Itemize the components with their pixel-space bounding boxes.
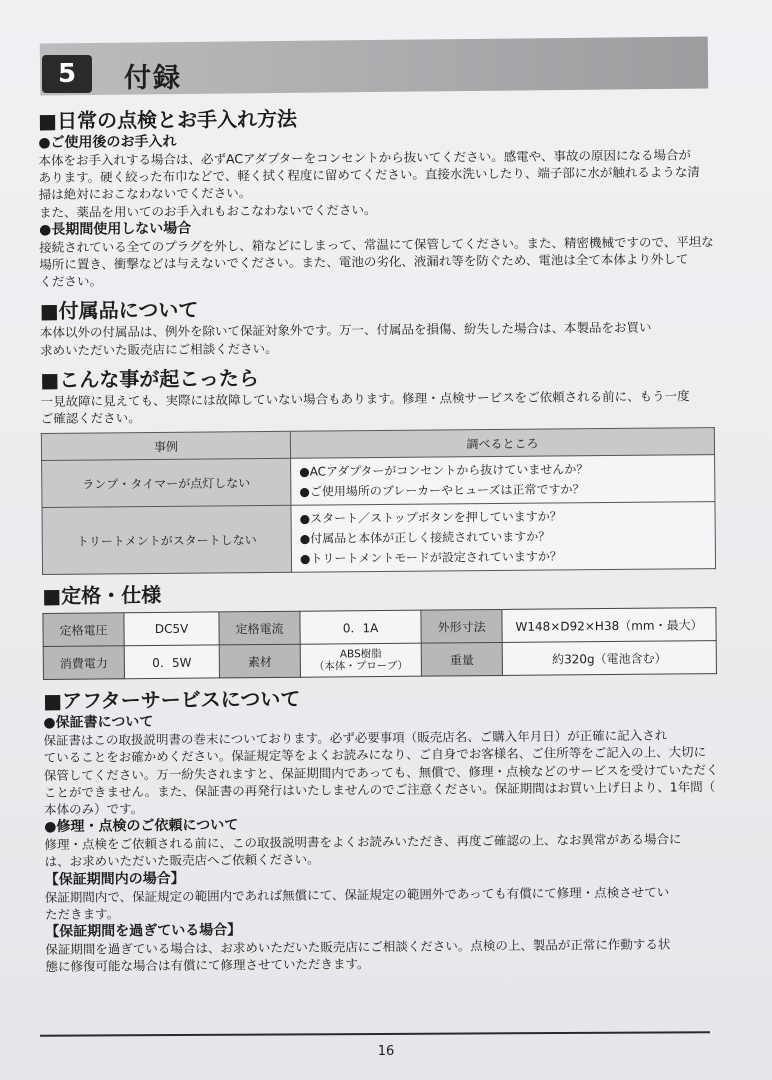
check-item: ●ご使用場所のブレーカーやヒューズは正常ですか？ [299, 482, 585, 499]
check-cell [291, 502, 716, 573]
after-use-line: 掃は絶対におこなわないでください。 [38, 185, 252, 203]
in-warranty-title: 【保証期間内の場合】 [44, 870, 185, 888]
spec-row [43, 641, 716, 680]
after-service-section-title: ■アフターサービスについて [43, 686, 301, 714]
accessories-line: 求めいただいた販売店にご相談ください。 [40, 340, 278, 358]
warranty-line: ていることをお確かめください。保証規定等をよくお読みになり、ご自身でお客様名、ご住所等をご記入の上、大切に [43, 744, 707, 766]
out-warranty-title: 【保証期間を過ぎている場合】 [45, 922, 242, 941]
repair-title: ●修理・点検のご依頼について [44, 817, 239, 836]
spec-value: 0．1A [300, 610, 421, 644]
material-value-detail: （本体・プローブ） [313, 660, 408, 673]
long-storage-line: ください。 [39, 273, 103, 290]
in-warranty-line: ただきます。 [44, 906, 120, 922]
header-check: 調べるところ [290, 428, 714, 459]
spec-value: W148×D92×H38（mm・最大） [502, 608, 716, 643]
after-use-title: ●ご使用後のお手入れ [38, 133, 177, 151]
chapter-title: 付録 [124, 63, 182, 94]
troubleshooting-line: ご確認ください。 [40, 410, 141, 427]
spec-label: 消費電力 [43, 646, 124, 680]
page-number: 16 [377, 1044, 395, 1059]
after-use-line: 本体をお手入れする場合は、必ずACアダプターをコンセントから抜いてください。感電や、事故の原因になる場合が [38, 147, 692, 168]
material-value: ABS樹脂 [339, 648, 382, 661]
warranty-line: 保管してください。万一紛失されますと、保証期間内であっても、無償で、修理・点検などのサービスを受けていただく [43, 761, 719, 783]
chapter-number-badge: 5 [42, 55, 92, 93]
troubleshooting-table [41, 427, 716, 575]
spec-value [300, 643, 421, 677]
check-item: ●トリートメントモードが設定されていますか？ [299, 549, 562, 566]
warranty-line: 保証書はこの取扱説明書の巻末についております。必ず必要事項（販売店名、ご購入年月日）が正確に記入され [43, 727, 668, 749]
maintenance-section-title: ■日常の点検とお手入れ方法 [38, 106, 298, 133]
spec-table [42, 607, 717, 680]
after-use-line: あります。硬く絞った布巾などで、軽く拭く程度に留めてください。直接水洗いしたり、端子部に水が触れるような清 [38, 164, 700, 186]
warranty-line: 本体のみ）です。 [44, 801, 144, 818]
table-row [42, 502, 716, 575]
case-cell: ランプ・タイマーが点灯しない [42, 459, 291, 508]
spec-label: 重量 [421, 643, 502, 677]
warranty-line: ことができません。また、保証書の再発行はいたしませんのでご注意ください。保証期間はお買い上げ日より、1年間（ [43, 778, 716, 800]
spec-label: 定格電圧 [43, 613, 124, 647]
after-use-line: また、薬品を用いてのお手入れもおこなわないでください。 [38, 201, 377, 220]
warranty-title: ●保証書について [43, 714, 154, 732]
check-cell [291, 455, 715, 506]
out-warranty-line: 保証期間を過ぎている場合は、お求めいただいた販売店にご相談ください。点検の上、製品が正常に作動する状 [45, 936, 671, 958]
spec-value: DC5V [124, 612, 219, 646]
spec-value: 約320g（電池含む） [502, 641, 716, 676]
spec-label: 定格電流 [219, 611, 300, 645]
accessories-line: 本体以外の付属品は、例外を除いて保証対象外です。万一、付属品を損傷、紛失した場合は、本製品をお買い [39, 320, 652, 341]
check-item: ●付属品と本体が正しく接続されていますか？ [299, 529, 551, 546]
check-item: ●ACアダプターがコンセントから抜けていませんか？ [299, 462, 589, 479]
long-storage-title: ●長期間使用しない場合 [38, 220, 192, 238]
page-content [38, 102, 726, 975]
out-warranty-line: 態に修復可能な場合は有償にて修理させていただきます。 [45, 956, 370, 975]
spec-label: 素材 [219, 644, 300, 678]
accessories-section-title: ■付属品について [39, 298, 199, 324]
table-row [42, 455, 715, 508]
long-storage-line: 接続されている全てのプラグを外し、箱などにしまって、常温にて保管してください。また、精密機械ですので、平坦な [39, 233, 714, 255]
troubleshooting-section-title: ■こんな事が起こったら [40, 365, 259, 392]
spec-value: 0．5W [124, 645, 219, 679]
specs-section-title: ■定格・仕様 [42, 583, 162, 609]
repair-line: 修理・点検をご依頼される前に、この取扱説明書をよくお読みいただき、再度ご確認の上、なお異常がある場合に [44, 831, 682, 853]
troubleshooting-line: 一見故障に見えても、実際には故障していない場合もあります。修理・点検サービスをご依頼される前に、もう一度 [40, 388, 690, 409]
repair-line: は、お求めいただいた販売店へご依頼ください。 [44, 852, 320, 870]
check-item: ●スタート／ストップボタンを押していますか？ [299, 509, 562, 526]
spec-label: 外形寸法 [421, 610, 502, 644]
header-case: 事例 [41, 432, 290, 461]
footer-divider [40, 1031, 710, 1037]
long-storage-line: 場所に置き、衝撃などは与えないでください。また、電池の劣化、液漏れ等を防ぐため、電池は全て本体より外して [39, 251, 689, 273]
case-cell: トリートメントがスタートしない [42, 506, 292, 575]
in-warranty-line: 保証期間内で、保証規定の範囲内であれば無償にて、保証規定の範囲外であっても有償にて修理・点検させてい [44, 884, 670, 905]
